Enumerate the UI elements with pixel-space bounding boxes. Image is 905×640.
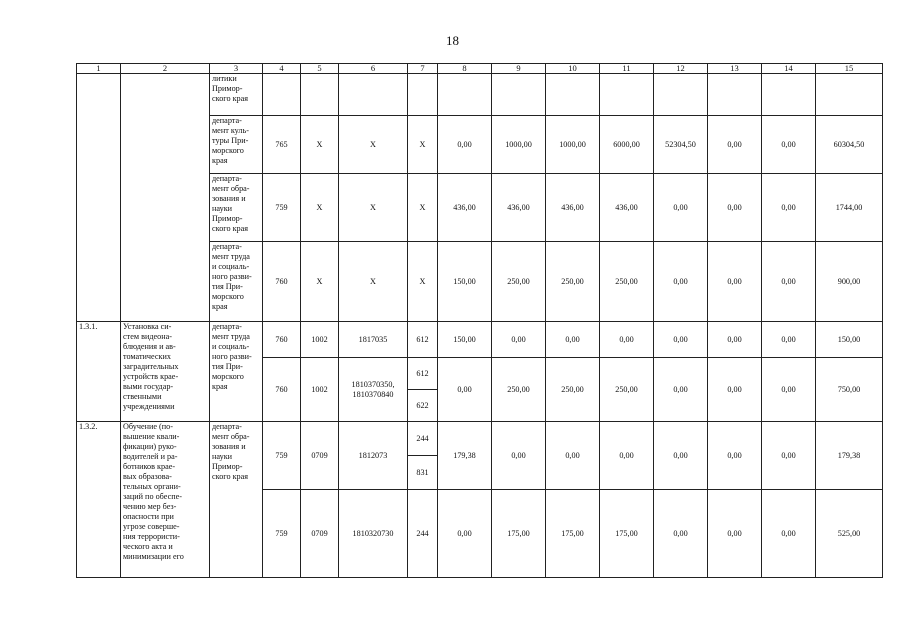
target-article-cell [339,74,408,116]
total-cell: 1744,00 [816,174,883,242]
amount-cell [492,74,546,116]
expense-type-cell: X [408,174,438,242]
event-name-cell [121,74,210,322]
amount-cell: 175,00 [492,490,546,578]
table-row [77,422,883,456]
column-number: 15 [816,64,883,74]
executor-cell: литики Примор- ского края [210,74,263,116]
page-number: 18 [446,33,459,48]
amount-cell: 0,00 [708,116,762,174]
column-number: 5 [301,64,339,74]
amount-cell: 0,00 [654,490,708,578]
grbs-cell: 759 [263,490,301,578]
column-number: 8 [438,64,492,74]
amount-cell: 0,00 [762,358,816,422]
section-cell: X [301,174,339,242]
item-number-cell [77,74,121,322]
event-name-cell: Обучение (по- вышение квали- фикации) руко- водителей и ра- ботников крае- вых образова- тельных органи- заций по обеспе- чению мер без- опасности при угрозе соверше- ния террористи- ческого акта и минимизации его [121,422,210,578]
section-cell: 1002 [301,358,339,422]
column-number: 1 [77,64,121,74]
amount-cell: 0,00 [762,322,816,358]
amount-cell: 0,00 [708,358,762,422]
executor-cell: департа- мент куль- туры При- морского края [210,116,263,174]
expense-type-cell: 831 [408,456,438,490]
amount-cell: 0,00 [438,490,492,578]
amount-cell [438,74,492,116]
amount-cell: 0,00 [762,422,816,490]
expense-type-cell: 244 [408,422,438,456]
grbs-cell: 765 [263,116,301,174]
section-cell: 1002 [301,322,339,358]
amount-cell: 0,00 [546,322,600,358]
total-cell: 900,00 [816,242,883,322]
column-number: 12 [654,64,708,74]
executor-cell: департа- мент обра- зования и науки Примор- ского края [210,174,263,242]
column-number: 3 [210,64,263,74]
amount-cell: 150,00 [438,242,492,322]
amount-cell: 0,00 [762,490,816,578]
grbs-cell: 760 [263,242,301,322]
amount-cell: 250,00 [546,358,600,422]
column-number: 6 [339,64,408,74]
amount-cell: 0,00 [654,174,708,242]
amount-cell: 0,00 [762,242,816,322]
amount-cell: 0,00 [654,322,708,358]
amount-cell: 436,00 [546,174,600,242]
target-article-cell: 1810320730 [339,490,408,578]
amount-cell [600,74,654,116]
expense-type-cell: 622 [408,390,438,422]
amount-cell: 52304,50 [654,116,708,174]
amount-cell: 436,00 [492,174,546,242]
amount-cell: 250,00 [600,242,654,322]
amount-cell: 0,00 [492,422,546,490]
target-article-cell: 1810370350, 1810370840 [339,358,408,422]
amount-cell: 250,00 [546,242,600,322]
amount-cell: 150,00 [438,322,492,358]
amount-cell [762,74,816,116]
column-number: 13 [708,64,762,74]
amount-cell: 0,00 [708,174,762,242]
total-cell: 150,00 [816,322,883,358]
column-number: 9 [492,64,546,74]
amount-cell: 179,38 [438,422,492,490]
amount-cell: 0,00 [654,242,708,322]
expense-type-cell: X [408,116,438,174]
total-cell: 750,00 [816,358,883,422]
amount-cell: 0,00 [708,422,762,490]
amount-cell: 250,00 [492,242,546,322]
grbs-cell: 760 [263,358,301,422]
amount-cell: 0,00 [492,322,546,358]
amount-cell: 250,00 [492,358,546,422]
amount-cell: 0,00 [600,322,654,358]
target-article-cell: X [339,174,408,242]
executor-cell: департа- мент обра- зования и науки Примор- ского края [210,422,263,578]
table-row [77,322,883,358]
column-number-row [77,64,883,74]
amount-cell: 0,00 [546,422,600,490]
amount-cell: 175,00 [600,490,654,578]
column-number: 2 [121,64,210,74]
amount-cell: 0,00 [708,242,762,322]
target-article-cell: 1812073 [339,422,408,490]
amount-cell: 0,00 [600,422,654,490]
amount-cell: 0,00 [708,490,762,578]
amount-cell: 0,00 [708,322,762,358]
column-number: 7 [408,64,438,74]
executor-cell: департа- мент труда и социаль- ного разви- тия При- морского края [210,322,263,422]
amount-cell: 0,00 [762,174,816,242]
expense-type-cell: 612 [408,322,438,358]
section-cell: X [301,116,339,174]
section-cell: 0709 [301,490,339,578]
amount-cell: 175,00 [546,490,600,578]
section-cell: X [301,242,339,322]
total-cell: 60304,50 [816,116,883,174]
item-number-cell: 1.3.2. [77,422,121,578]
amount-cell: 0,00 [438,358,492,422]
amount-cell: 436,00 [438,174,492,242]
target-article-cell: X [339,116,408,174]
amount-cell: 436,00 [600,174,654,242]
item-number-cell: 1.3.1. [77,322,121,422]
amount-cell: 1000,00 [546,116,600,174]
grbs-cell: 760 [263,322,301,358]
amount-cell: 0,00 [762,116,816,174]
target-article-cell: X [339,242,408,322]
table-row [77,74,883,116]
grbs-cell: 759 [263,174,301,242]
target-article-cell: 1817035 [339,322,408,358]
column-number: 4 [263,64,301,74]
section-cell [301,74,339,116]
total-cell: 525,00 [816,490,883,578]
amount-cell [546,74,600,116]
executor-cell: департа- мент труда и социаль- ного разви- тия При- морского края [210,242,263,322]
total-cell: 179,38 [816,422,883,490]
amount-cell: 0,00 [438,116,492,174]
column-number: 10 [546,64,600,74]
expense-type-cell: 244 [408,490,438,578]
amount-cell: 6000,00 [600,116,654,174]
section-cell: 0709 [301,422,339,490]
expense-type-cell: X [408,242,438,322]
event-name-cell: Установка си- стем видеона- блюдения и ав- томатических заградительных устройств крае- выми государ- ственными учреждениями [121,322,210,422]
column-number: 11 [600,64,654,74]
grbs-cell [263,74,301,116]
budget-table [76,63,883,578]
amount-cell [708,74,762,116]
grbs-cell: 759 [263,422,301,490]
amount-cell: 0,00 [654,358,708,422]
amount-cell: 0,00 [654,422,708,490]
column-number: 14 [762,64,816,74]
amount-cell: 250,00 [600,358,654,422]
expense-type-cell [408,74,438,116]
amount-cell: 1000,00 [492,116,546,174]
total-cell [816,74,883,116]
amount-cell [654,74,708,116]
expense-type-cell: 612 [408,358,438,390]
